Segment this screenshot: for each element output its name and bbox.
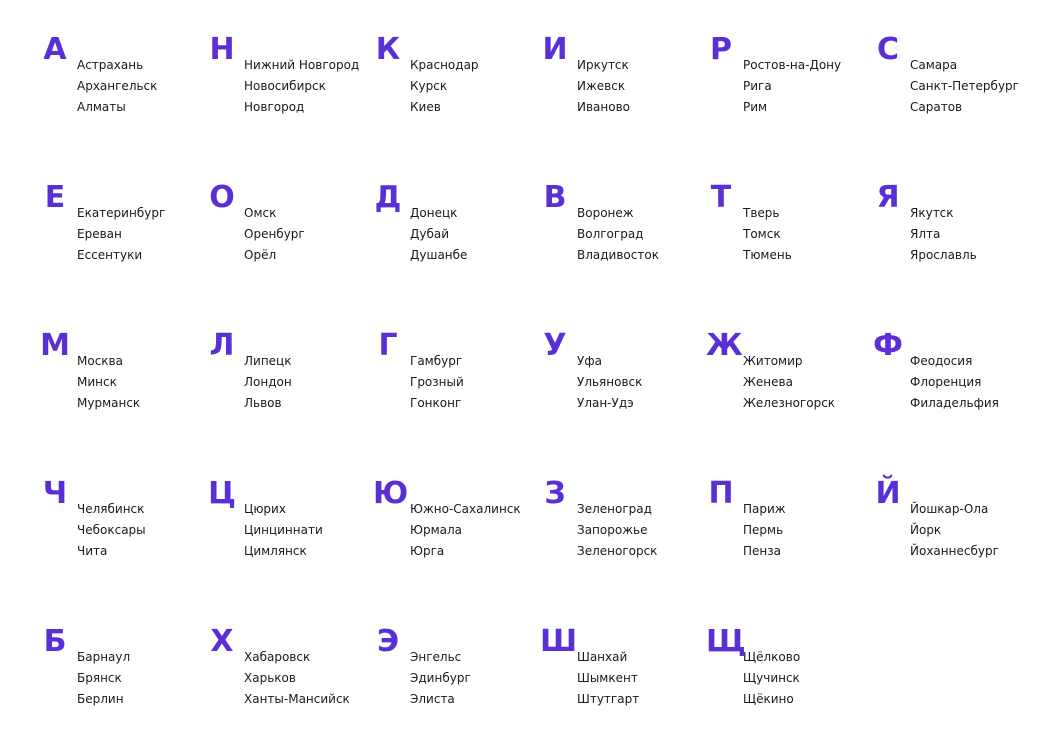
city-name: Астрахань <box>77 58 144 72</box>
city-name: Штутгарт <box>577 692 640 706</box>
city-list <box>244 55 359 118</box>
city-name: Самара <box>910 58 958 72</box>
city-name: Санкт-Петербург <box>910 79 1019 93</box>
city-name: Филадельфия <box>910 396 999 410</box>
group-letter: И <box>542 32 568 67</box>
city-name: Новгород <box>244 100 305 114</box>
letter-group <box>40 180 206 303</box>
city-list <box>577 351 642 414</box>
city-name: Цимлянск <box>244 544 307 558</box>
city-name: Минск <box>77 375 117 389</box>
city-name: Чита <box>77 544 108 558</box>
letter-group <box>540 32 706 155</box>
city-name: Барнаул <box>77 650 131 664</box>
city-name: Омск <box>244 206 277 220</box>
city-name: Воронеж <box>577 206 634 220</box>
group-letter: Й <box>875 476 901 511</box>
city-list <box>77 203 165 266</box>
city-name: Щучинск <box>743 671 800 685</box>
group-letter: Д <box>374 180 402 215</box>
letter-group <box>873 328 1039 451</box>
city-list <box>244 351 292 414</box>
city-list <box>77 499 146 562</box>
city-name: Ижевск <box>577 79 626 93</box>
group-letter: Н <box>209 32 235 67</box>
city-name: Дубай <box>410 227 450 241</box>
city-name: Волгоград <box>577 227 644 241</box>
group-letter: А <box>43 32 67 67</box>
city-list <box>77 647 130 710</box>
group-letter: Э <box>376 624 400 659</box>
letter-group <box>40 476 206 599</box>
city-name: Париж <box>743 502 786 516</box>
city-name: Щёлково <box>743 650 801 664</box>
city-name: Ялта <box>910 227 941 241</box>
city-name: Хабаровск <box>244 650 311 664</box>
city-name: Пермь <box>743 523 784 537</box>
city-name: Екатеринбург <box>77 206 166 220</box>
group-letter: Ш <box>540 624 578 659</box>
city-name: Нижний Новгород <box>244 58 360 72</box>
city-list <box>910 351 999 414</box>
city-list <box>910 55 1019 118</box>
city-name: Ульяновск <box>577 375 643 389</box>
city-name: Иваново <box>577 100 631 114</box>
city-list <box>77 351 140 414</box>
group-letter: Г <box>378 328 398 363</box>
city-name: Юрга <box>410 544 445 558</box>
group-letter: З <box>544 476 566 511</box>
letter-group <box>207 328 373 451</box>
city-name: Ханты-Мансийск <box>244 692 350 706</box>
city-name: Йошкар-Ола <box>910 502 989 516</box>
group-letter: Р <box>710 32 732 67</box>
letter-group <box>373 624 539 747</box>
city-name: Эдинбург <box>410 671 471 685</box>
letter-group <box>207 476 373 599</box>
city-name: Ереван <box>77 227 122 241</box>
city-name: Владивосток <box>577 248 659 262</box>
letter-group <box>540 476 706 599</box>
letter-group <box>873 180 1039 303</box>
city-list <box>743 647 800 710</box>
city-name: Юрмала <box>410 523 463 537</box>
group-letter: К <box>375 32 401 67</box>
city-name: Иркутск <box>577 58 629 72</box>
city-name: Цинциннати <box>244 523 323 537</box>
group-letter: М <box>40 328 70 363</box>
letter-group <box>540 180 706 303</box>
group-letter: Ф <box>873 328 903 363</box>
letter-group <box>373 328 539 451</box>
letter-group <box>706 32 872 155</box>
city-list <box>577 203 659 266</box>
city-list <box>410 647 471 710</box>
group-letter: Ц <box>208 476 236 511</box>
group-letter: Е <box>44 180 66 215</box>
city-name: Душанбе <box>410 248 468 262</box>
city-name: Рига <box>743 79 772 93</box>
city-name: Новосибирск <box>244 79 326 93</box>
letter-group <box>207 180 373 303</box>
letter-group <box>40 32 206 155</box>
city-name: Флоренция <box>910 375 982 389</box>
city-name: Ярославль <box>910 248 977 262</box>
city-name: Йоханнесбург <box>910 544 999 558</box>
city-name: Мурманск <box>77 396 141 410</box>
city-name: Краснодар <box>410 58 479 72</box>
city-name: Ростов-на-Дону <box>743 58 842 72</box>
city-name: Алматы <box>77 100 126 114</box>
city-name: Запорожье <box>577 523 648 537</box>
city-list <box>910 203 977 266</box>
city-name: Зеленоград <box>577 502 652 516</box>
city-list <box>244 203 305 266</box>
group-letter: У <box>543 328 567 363</box>
group-letter: О <box>209 180 235 215</box>
letter-group <box>706 624 872 747</box>
letter-group <box>40 328 206 451</box>
city-list <box>244 499 323 562</box>
letter-group <box>40 624 206 747</box>
city-name: Энгельс <box>410 650 462 664</box>
city-name: Тверь <box>743 206 780 220</box>
group-letter: В <box>543 180 567 215</box>
letter-group <box>873 476 1039 599</box>
city-name: Щёкино <box>743 692 794 706</box>
letter-group <box>373 32 539 155</box>
city-list <box>244 647 350 710</box>
city-name: Орёл <box>244 248 277 262</box>
city-name: Женева <box>743 375 793 389</box>
city-list <box>577 499 657 562</box>
city-list <box>77 55 157 118</box>
city-name: Грозный <box>410 375 464 389</box>
city-name: Зеленогорск <box>577 544 658 558</box>
group-letter: Л <box>209 328 235 363</box>
letter-group <box>207 624 373 747</box>
group-letter: Т <box>710 180 732 215</box>
city-name: Якутск <box>910 206 954 220</box>
group-letter: П <box>708 476 734 511</box>
city-name: Феодосия <box>910 354 973 368</box>
city-name: Оренбург <box>244 227 305 241</box>
city-name: Львов <box>244 396 282 410</box>
group-letter: Б <box>43 624 67 659</box>
city-name: Уфа <box>577 354 602 368</box>
letter-group <box>873 32 1039 155</box>
city-name: Харьков <box>244 671 296 685</box>
city-list <box>743 351 835 414</box>
letter-group <box>540 328 706 451</box>
group-letter: Х <box>210 624 234 659</box>
city-name: Житомир <box>743 354 803 368</box>
letter-group <box>373 476 539 599</box>
city-name: Улан-Удэ <box>577 396 634 410</box>
city-name: Цюрих <box>244 502 286 516</box>
city-name: Липецк <box>244 354 292 368</box>
city-name: Гамбург <box>410 354 463 368</box>
group-letter: Щ <box>706 624 746 659</box>
city-list <box>910 499 999 562</box>
city-name: Москва <box>77 354 123 368</box>
city-name: Шанхай <box>577 650 628 664</box>
letter-group <box>540 624 706 747</box>
city-name: Йорк <box>910 523 942 537</box>
city-list <box>410 55 479 118</box>
city-list <box>743 55 841 118</box>
letter-group <box>207 32 373 155</box>
city-name: Челябинск <box>77 502 145 516</box>
group-letter: Ч <box>42 476 68 511</box>
city-name: Ессентуки <box>77 248 143 262</box>
group-letter: Ж <box>706 328 743 363</box>
city-list <box>410 351 464 414</box>
letter-group <box>706 476 872 599</box>
city-name: Шымкент <box>577 671 638 685</box>
city-name: Рим <box>743 100 768 114</box>
city-list <box>577 55 630 118</box>
city-name: Берлин <box>77 692 124 706</box>
city-list <box>577 647 639 710</box>
city-list <box>410 499 521 562</box>
city-list <box>410 203 467 266</box>
city-name: Киев <box>410 100 441 114</box>
city-name: Курск <box>410 79 448 93</box>
letter-group <box>373 180 539 303</box>
letter-group <box>706 328 872 451</box>
city-name: Лондон <box>244 375 292 389</box>
city-name: Гонконг <box>410 396 462 410</box>
city-name: Южно-Сахалинск <box>410 502 521 516</box>
group-letter: Ю <box>373 476 409 511</box>
city-name: Элиста <box>410 692 455 706</box>
letter-group <box>706 180 872 303</box>
group-letter: С <box>876 32 900 67</box>
city-name: Донецк <box>410 206 458 220</box>
city-name: Томск <box>743 227 781 241</box>
city-name: Железногорск <box>743 396 836 410</box>
city-name: Тюмень <box>743 248 792 262</box>
city-name: Архангельск <box>77 79 158 93</box>
city-name: Саратов <box>910 100 963 114</box>
city-name: Чебоксары <box>77 523 146 537</box>
group-letter: Я <box>876 180 900 215</box>
city-name: Пенза <box>743 544 781 558</box>
city-list <box>743 499 786 562</box>
city-name: Брянск <box>77 671 122 685</box>
city-list <box>743 203 792 266</box>
